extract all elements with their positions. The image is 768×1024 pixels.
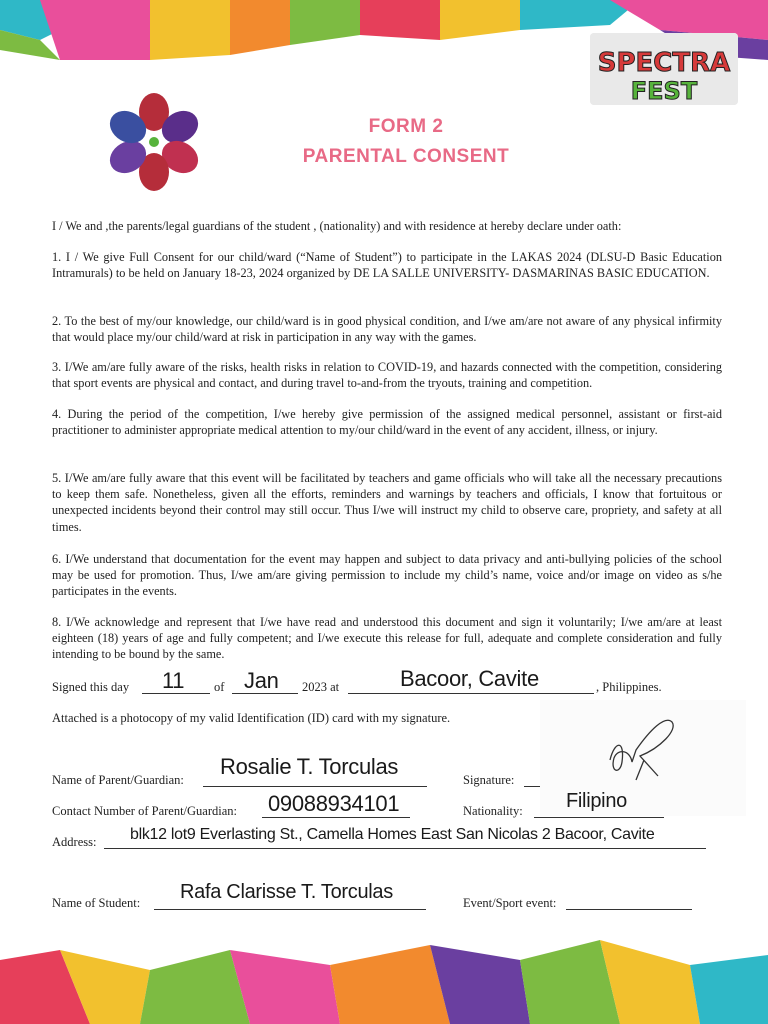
student-name-field[interactable]: Rafa Clarisse T. Torculas [180,881,393,903]
signed-of: of [214,680,225,694]
signed-prefix: Signed this day [52,680,130,694]
signed-place-field[interactable]: Bacoor, Cavite [400,666,539,691]
signed-day-field[interactable]: 11 [162,668,185,693]
parent-name-field[interactable]: Rosalie T. Torculas [220,754,399,779]
clause-3: 3. I/We am/are fully aware of the risks, health risks in relation to COVID-19, and hazards connected with the competition, considering that sport events are physical and contact, and during travel to-and-from the tryouts, training and competition. [52,360,722,391]
address-field[interactable]: blk12 lot9 Everlasting St., Camella Homes East San Nicolas 2 Bacoor, Cavite [130,826,655,843]
clause-6: 6. I/We understand that documentation for the event may happen and subject to data privacy and anti-bullying policies of the school may be used for promotion. Thus, I/we am/are giving permission to include my child’s name, voice and/or image on video as s/he participates in the events. [52,552,722,599]
attached-note: Attached is a photocopy of my valid Identification (ID) card with my signature. [52,711,451,725]
address-label: Address: [52,835,97,849]
form-number: FORM 2 [368,116,444,137]
clause-5: 5. I/We am/are fully aware that this event will be facilitated by teachers and game officials who will take all the necessary precautions to keep them safe. Nonetheless, given all the efforts, reminders and warnings by teachers and officials, I know that fortuitous or unexpected incidents beyond their control may still occur. Thus I/we will instruct my child to observe care, propriety, and safety at all times. [52,471,722,534]
spectra-fest-logo [590,33,738,105]
clause-8: 8. I/We acknowledge and represent that I/we have read and understood this document and sign it voluntarily; I/we am/are at least eighteen (18) years of age and fully competent; and I/we execute this release for full, adequate and complete consideration and fully intending to be bound by the same. [52,615,722,662]
signed-year: 2023 at [302,680,340,694]
clause-2: 2. To the best of my/our knowledge, our child/ward is in good physical condition, and I/we am/are not aware of any physical infirmity that would place my/our child/ward at risk in participation in any way with the games. [52,314,722,345]
svg-text:SPECTRA: SPECTRA [597,48,731,78]
signed-month-field[interactable]: Jan [244,668,279,693]
clause-1: 1. I / We give Full Consent for our child/ward (“Name of Student”) to participate in the LAKAS 2024 (DLSU-D Basic Education Intramurals) to be held on January 18-23, 2024 organized by DE LA SALLE UNIVERSITY- DASMARINAS BASIC EDUCATION. [52,250,722,281]
spectra-fest-logo-graphic [590,33,738,105]
nationality-label: Nationality: [463,804,523,818]
nationality-field[interactable]: Filipino [566,790,627,812]
signed-suffix: , Philippines. [596,680,662,694]
parent-label: Name of Parent/Guardian: [52,773,184,787]
clause-4: 4. During the period of the competition, I/we hereby give permission of the assigned medical personnel, assistant or first-aid practitioner to administer appropriate medical attention to my/our child/ward in the event of any accident, illness, or injury. [52,407,722,438]
event-label: Event/Sport event: [463,896,557,910]
intro-paragraph: I / We and ,the parents/legal guardians of the student , (nationality) and with residence at hereby declare under oath: [52,219,622,233]
contact-label: Contact Number of Parent/Guardian: [52,804,238,818]
student-label: Name of Student: [52,896,141,910]
contact-number-field[interactable]: 09088934101 [268,791,400,816]
school-emblem-icon [98,92,210,192]
svg-text:FEST: FEST [630,77,698,105]
form-title: PARENTAL CONSENT [302,146,510,167]
bottom-decoration-banner [0,940,768,1024]
signature-label: Signature: [463,773,515,787]
